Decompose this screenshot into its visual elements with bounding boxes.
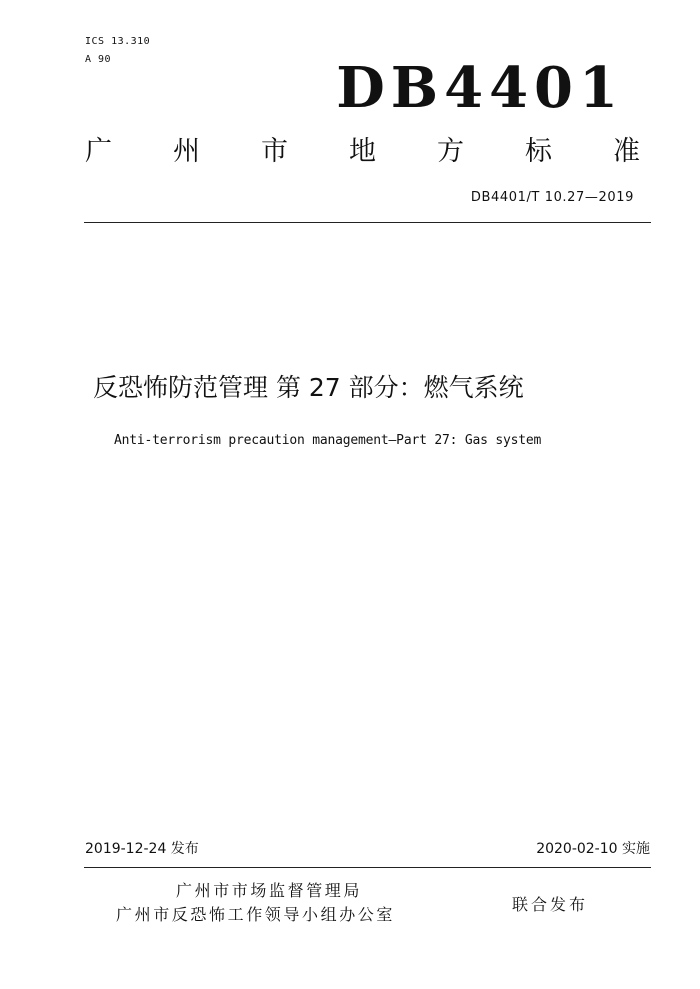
document-title-chinese: 反恐怖防范管理 第 27 部分：燃气系统 xyxy=(93,373,524,402)
standard-type-char: 地 xyxy=(349,136,376,167)
standard-type-char: 方 xyxy=(437,136,464,167)
ics-code: ICS 13.310 xyxy=(85,36,151,47)
standard-type-title xyxy=(85,134,640,170)
implement-date: 2020-02-10 实施 xyxy=(536,841,650,857)
header-divider xyxy=(84,222,651,223)
standard-type-char: 准 xyxy=(613,136,640,167)
standard-type-char: 市 xyxy=(261,136,288,167)
standard-type-char: 州 xyxy=(173,136,200,167)
standard-type-char: 标 xyxy=(525,136,552,167)
publish-date: 2019-12-24 发布 xyxy=(85,841,199,857)
document-title-english: Anti-terrorism precaution management—Part 27: Gas system xyxy=(114,433,542,448)
joint-issue-label: 联合发布 xyxy=(512,895,589,914)
issuer-market-regulation: 广州市市场监督管理局 xyxy=(176,881,363,900)
standard-number: DB4401/T 10.27—2019 xyxy=(470,190,634,205)
standard-code-heading: DB4401 xyxy=(336,55,624,121)
ccs-code: A 90 xyxy=(85,54,112,65)
standard-type-char: 广 xyxy=(85,136,112,167)
footer-divider xyxy=(84,867,651,868)
issuer-counter-terrorism-office: 广州市反恐怖工作领导小组办公室 xyxy=(116,905,396,924)
